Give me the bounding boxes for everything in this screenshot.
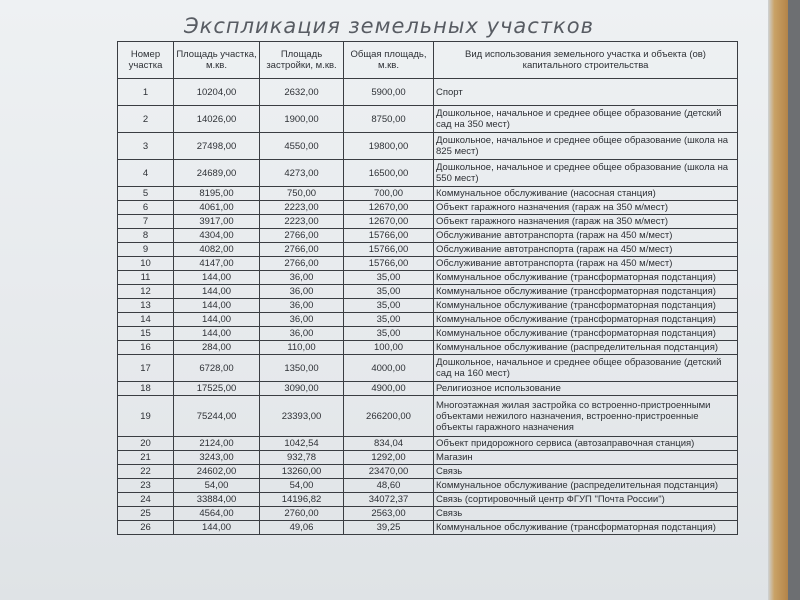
cell-plot-number: 5 bbox=[118, 187, 174, 201]
cell-plot-area: 144,00 bbox=[174, 521, 260, 535]
cell-plot-area: 144,00 bbox=[174, 313, 260, 327]
cell-plot-number: 25 bbox=[118, 507, 174, 521]
cell-plot-number: 21 bbox=[118, 451, 174, 465]
table-row bbox=[118, 201, 738, 215]
cell-plot-area: 27498,00 bbox=[174, 133, 260, 160]
cell-land-use: Магазин bbox=[434, 451, 738, 465]
table-row bbox=[118, 215, 738, 229]
cell-plot-number: 23 bbox=[118, 479, 174, 493]
cell-land-use: Дошкольное, начальное и среднее общее образование (школа на 550 мест) bbox=[434, 160, 738, 187]
table-row bbox=[118, 355, 738, 382]
cell-land-use: Многоэтажная жилая застройка со встроенно-пристроенными объектами нежилого назначения, встроенно-пристроенные объекты гаражного назначения bbox=[434, 396, 738, 437]
cell-total-area: 15766,00 bbox=[344, 243, 434, 257]
table-row bbox=[118, 243, 738, 257]
cell-plot-number: 20 bbox=[118, 437, 174, 451]
cell-plot-number: 12 bbox=[118, 285, 174, 299]
cell-plot-area: 2124,00 bbox=[174, 437, 260, 451]
cell-building-area: 1900,00 bbox=[260, 106, 344, 133]
cell-land-use: Коммунальное обслуживание (трансформаторная подстанция) bbox=[434, 271, 738, 285]
cell-land-use: Связь bbox=[434, 507, 738, 521]
cell-plot-area: 144,00 bbox=[174, 299, 260, 313]
cell-plot-number: 18 bbox=[118, 382, 174, 396]
cell-land-use: Дошкольное, начальное и среднее общее образование (школа на 825 мест) bbox=[434, 133, 738, 160]
cell-total-area: 1292,00 bbox=[344, 451, 434, 465]
cell-plot-area: 8195,00 bbox=[174, 187, 260, 201]
cell-building-area: 2766,00 bbox=[260, 243, 344, 257]
cell-total-area: 35,00 bbox=[344, 327, 434, 341]
header-plot-number: Номер участка bbox=[118, 42, 174, 79]
cell-land-use: Объект гаражного назначения (гараж на 350 м/мест) bbox=[434, 215, 738, 229]
table-row bbox=[118, 341, 738, 355]
cell-plot-area: 4304,00 bbox=[174, 229, 260, 243]
cell-building-area: 13260,00 bbox=[260, 465, 344, 479]
cell-building-area: 36,00 bbox=[260, 313, 344, 327]
table-row bbox=[118, 257, 738, 271]
cell-building-area: 110,00 bbox=[260, 341, 344, 355]
cell-land-use: Дошкольное, начальное и среднее общее образование (детский сад на 350 мест) bbox=[434, 106, 738, 133]
table-row bbox=[118, 79, 738, 106]
cell-land-use: Коммунальное обслуживание (распределительная подстанция) bbox=[434, 341, 738, 355]
cell-plot-area: 144,00 bbox=[174, 285, 260, 299]
table-row bbox=[118, 133, 738, 160]
cell-plot-area: 284,00 bbox=[174, 341, 260, 355]
table-row bbox=[118, 437, 738, 451]
cell-plot-number: 1 bbox=[118, 79, 174, 106]
table-row bbox=[118, 479, 738, 493]
cell-building-area: 2766,00 bbox=[260, 229, 344, 243]
cell-total-area: 35,00 bbox=[344, 313, 434, 327]
cell-building-area: 2223,00 bbox=[260, 201, 344, 215]
cell-plot-number: 13 bbox=[118, 299, 174, 313]
cell-total-area: 100,00 bbox=[344, 341, 434, 355]
cell-total-area: 35,00 bbox=[344, 271, 434, 285]
cell-total-area: 8750,00 bbox=[344, 106, 434, 133]
cell-plot-area: 3917,00 bbox=[174, 215, 260, 229]
cell-land-use: Коммунальное обслуживание (распределительная подстанция) bbox=[434, 479, 738, 493]
cell-plot-area: 33884,00 bbox=[174, 493, 260, 507]
cell-plot-number: 26 bbox=[118, 521, 174, 535]
cell-building-area: 14196,82 bbox=[260, 493, 344, 507]
cell-plot-number: 3 bbox=[118, 133, 174, 160]
table-row bbox=[118, 507, 738, 521]
cell-plot-area: 75244,00 bbox=[174, 396, 260, 437]
cell-total-area: 15766,00 bbox=[344, 257, 434, 271]
table-row bbox=[118, 229, 738, 243]
cell-building-area: 49,06 bbox=[260, 521, 344, 535]
cell-land-use: Дошкольное, начальное и среднее общее образование (детский сад на 160 мест) bbox=[434, 355, 738, 382]
land-plots-table bbox=[117, 41, 738, 535]
cell-plot-number: 24 bbox=[118, 493, 174, 507]
cell-plot-number: 11 bbox=[118, 271, 174, 285]
header-total-area: Общая площадь, м.кв. bbox=[344, 42, 434, 79]
cell-land-use: Коммунальное обслуживание (трансформаторная подстанция) bbox=[434, 327, 738, 341]
cell-plot-number: 14 bbox=[118, 313, 174, 327]
table-row bbox=[118, 271, 738, 285]
table-row bbox=[118, 451, 738, 465]
cell-plot-number: 6 bbox=[118, 201, 174, 215]
cell-building-area: 1350,00 bbox=[260, 355, 344, 382]
cell-building-area: 2766,00 bbox=[260, 257, 344, 271]
cell-land-use: Связь (сортировочный центр ФГУП "Почта России") bbox=[434, 493, 738, 507]
cell-plot-area: 4061,00 bbox=[174, 201, 260, 215]
cell-plot-number: 10 bbox=[118, 257, 174, 271]
cell-plot-area: 6728,00 bbox=[174, 355, 260, 382]
cell-plot-number: 4 bbox=[118, 160, 174, 187]
cell-total-area: 12670,00 bbox=[344, 201, 434, 215]
cell-plot-number: 7 bbox=[118, 215, 174, 229]
table-row bbox=[118, 327, 738, 341]
cell-plot-number: 19 bbox=[118, 396, 174, 437]
cell-plot-area: 24602,00 bbox=[174, 465, 260, 479]
cell-total-area: 35,00 bbox=[344, 299, 434, 313]
cell-plot-area: 4147,00 bbox=[174, 257, 260, 271]
cell-plot-area: 24689,00 bbox=[174, 160, 260, 187]
cell-land-use: Обслуживание автотранспорта (гараж на 450 м/мест) bbox=[434, 229, 738, 243]
cell-plot-number: 17 bbox=[118, 355, 174, 382]
cell-land-use: Коммунальное обслуживание (трансформаторная подстанция) bbox=[434, 313, 738, 327]
cell-building-area: 2760,00 bbox=[260, 507, 344, 521]
cell-land-use: Объект гаражного назначения (гараж на 350 м/мест) bbox=[434, 201, 738, 215]
cell-land-use: Связь bbox=[434, 465, 738, 479]
cell-land-use: Объект придорожного сервиса (автозаправочная станция) bbox=[434, 437, 738, 451]
cell-land-use: Коммунальное обслуживание (трансформаторная подстанция) bbox=[434, 299, 738, 313]
cell-total-area: 16500,00 bbox=[344, 160, 434, 187]
cell-building-area: 23393,00 bbox=[260, 396, 344, 437]
table-row bbox=[118, 285, 738, 299]
table-row bbox=[118, 299, 738, 313]
cell-total-area: 34072,37 bbox=[344, 493, 434, 507]
cell-total-area: 12670,00 bbox=[344, 215, 434, 229]
table-row bbox=[118, 493, 738, 507]
cell-building-area: 36,00 bbox=[260, 299, 344, 313]
header-building-area: Площадь застройки, м.кв. bbox=[260, 42, 344, 79]
cell-total-area: 2563,00 bbox=[344, 507, 434, 521]
cell-plot-number: 8 bbox=[118, 229, 174, 243]
cell-total-area: 19800,00 bbox=[344, 133, 434, 160]
cell-building-area: 4550,00 bbox=[260, 133, 344, 160]
cell-building-area: 36,00 bbox=[260, 327, 344, 341]
cell-plot-area: 14026,00 bbox=[174, 106, 260, 133]
cell-building-area: 932,78 bbox=[260, 451, 344, 465]
cell-plot-area: 4564,00 bbox=[174, 507, 260, 521]
cell-building-area: 4273,00 bbox=[260, 160, 344, 187]
cell-plot-area: 10204,00 bbox=[174, 79, 260, 106]
cell-plot-number: 16 bbox=[118, 341, 174, 355]
cell-plot-area: 54,00 bbox=[174, 479, 260, 493]
cell-building-area: 36,00 bbox=[260, 271, 344, 285]
cell-plot-number: 2 bbox=[118, 106, 174, 133]
cell-plot-number: 15 bbox=[118, 327, 174, 341]
cell-land-use: Коммунальное обслуживание (трансформаторная подстанция) bbox=[434, 521, 738, 535]
header-land-use: Вид использования земельного участка и объекта (ов) капитального строительства bbox=[434, 42, 738, 79]
table-row bbox=[118, 382, 738, 396]
cell-total-area: 39,25 bbox=[344, 521, 434, 535]
header-plot-area: Площадь участка, м.кв. bbox=[174, 42, 260, 79]
cell-plot-area: 3243,00 bbox=[174, 451, 260, 465]
cell-total-area: 48,60 bbox=[344, 479, 434, 493]
table-header-row bbox=[118, 42, 738, 79]
table-row bbox=[118, 465, 738, 479]
cell-plot-area: 4082,00 bbox=[174, 243, 260, 257]
table-row bbox=[118, 521, 738, 535]
cell-building-area: 36,00 bbox=[260, 285, 344, 299]
cell-building-area: 54,00 bbox=[260, 479, 344, 493]
cell-plot-area: 17525,00 bbox=[174, 382, 260, 396]
table-row bbox=[118, 396, 738, 437]
cell-total-area: 266200,00 bbox=[344, 396, 434, 437]
cell-plot-number: 9 bbox=[118, 243, 174, 257]
cell-plot-area: 144,00 bbox=[174, 327, 260, 341]
table-row bbox=[118, 313, 738, 327]
cell-total-area: 700,00 bbox=[344, 187, 434, 201]
cell-total-area: 4000,00 bbox=[344, 355, 434, 382]
cell-total-area: 4900,00 bbox=[344, 382, 434, 396]
page-title: Экспликация земельных участков bbox=[184, 14, 594, 38]
cell-total-area: 834,04 bbox=[344, 437, 434, 451]
cell-total-area: 23470,00 bbox=[344, 465, 434, 479]
table-row bbox=[118, 187, 738, 201]
cell-building-area: 3090,00 bbox=[260, 382, 344, 396]
cell-land-use: Спорт bbox=[434, 79, 738, 106]
cell-total-area: 35,00 bbox=[344, 285, 434, 299]
cell-building-area: 2632,00 bbox=[260, 79, 344, 106]
cell-total-area: 15766,00 bbox=[344, 229, 434, 243]
cell-plot-number: 22 bbox=[118, 465, 174, 479]
cell-land-use: Обслуживание автотранспорта (гараж на 450 м/мест) bbox=[434, 243, 738, 257]
cell-plot-area: 144,00 bbox=[174, 271, 260, 285]
table-row bbox=[118, 106, 738, 133]
cell-building-area: 1042,54 bbox=[260, 437, 344, 451]
cell-land-use: Религиозное использование bbox=[434, 382, 738, 396]
cell-building-area: 750,00 bbox=[260, 187, 344, 201]
cell-land-use: Коммунальное обслуживание (трансформаторная подстанция) bbox=[434, 285, 738, 299]
table-row bbox=[118, 160, 738, 187]
cell-land-use: Обслуживание автотранспорта (гараж на 450 м/мест) bbox=[434, 257, 738, 271]
cell-total-area: 5900,00 bbox=[344, 79, 434, 106]
frame-shadow bbox=[788, 0, 800, 600]
cell-land-use: Коммунальное обслуживание (насосная станция) bbox=[434, 187, 738, 201]
cell-building-area: 2223,00 bbox=[260, 215, 344, 229]
